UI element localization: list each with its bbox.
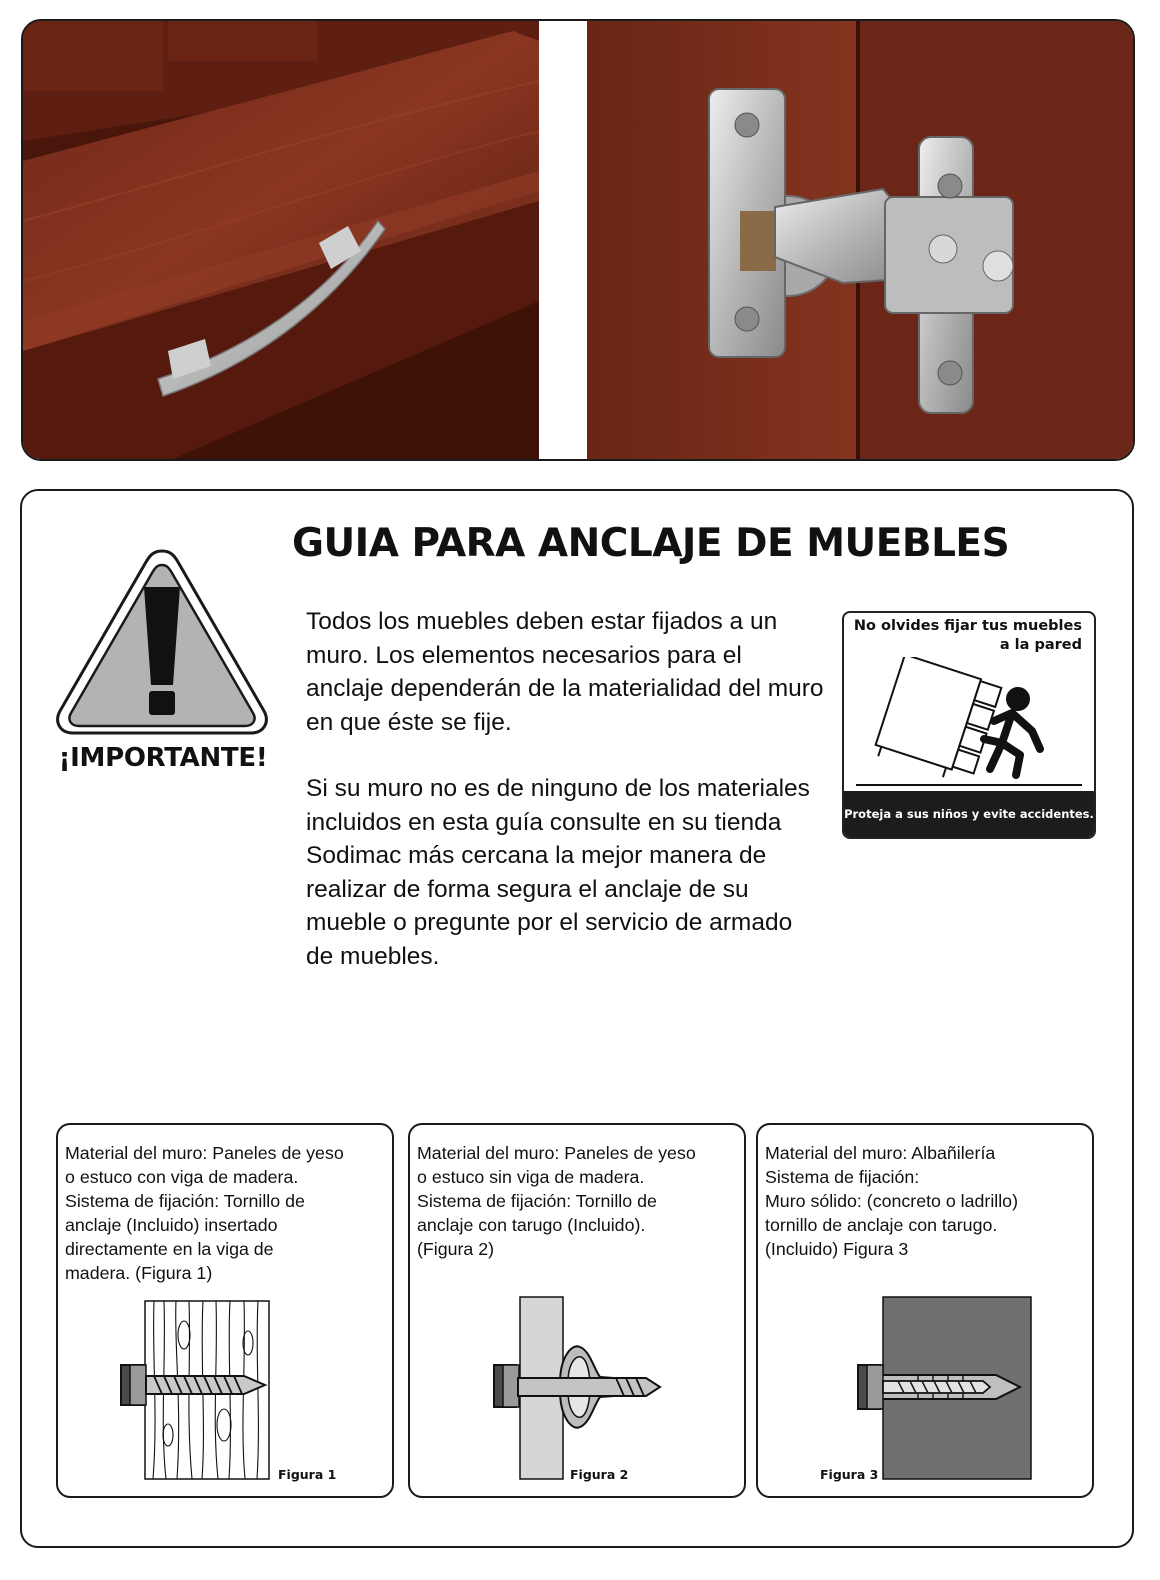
figure-2-box [408, 1123, 746, 1498]
drawer-handle-photo [23, 21, 539, 459]
safety-sign-footer: Proteja a sus niños y evite accidentes. [844, 791, 1094, 837]
guide-body [306, 605, 826, 973]
drywall-plug-screw-diagram [410, 1125, 744, 1496]
guide-title: GUIA PARA ANCLAJE DE MUEBLES [292, 521, 1010, 566]
figure-1-caption: Figura 1 [278, 1467, 337, 1482]
photo-panel [21, 19, 1135, 461]
figure-2-caption: Figura 2 [570, 1467, 629, 1482]
figure-3-text: Material del muro: Albañilería Sistema de fijación: Muro sólido: (concreto o ladrillo) tornillo de anclaje con tarugo. (Incluido) Figura 3 [765, 1143, 1018, 1259]
wood-beam-screw-diagram [58, 1125, 392, 1496]
guide-paragraph-2: Si su muro no es de ninguno de los materiales incluidos en esta guía consulte en su tienda Sodimac más cercana la mejor manera de realizar de forma segura el anclaje de su mueble o pregunte por el servicio de armado de muebles. [306, 775, 810, 970]
figure-2-text: Material del muro: Paneles de yeso o estuco sin viga de madera. Sistema de fijación: Tornillo de anclaje con tarugo (Incluido). (Figura 2) [417, 1143, 696, 1259]
important-label: ¡IMPORTANTE! [58, 743, 268, 773]
cabinet-hinge-photo [587, 21, 1133, 459]
tipping-furniture-illustration [844, 657, 1094, 791]
warning-triangle-icon [52, 545, 272, 737]
anchoring-guide-card [20, 489, 1134, 1548]
safety-sign-title: No olvides fijar tus muebles a la pared [853, 618, 1082, 653]
figure-3-box [756, 1123, 1094, 1498]
safety-sign [842, 611, 1096, 839]
photo-strip [23, 21, 1133, 459]
figure-1-box [56, 1123, 394, 1498]
figure-1-text: Material del muro: Paneles de yeso o estuco con viga de madera. Sistema de fijación: Tornillo de anclaje (Incluido) insertado directamente en la viga de madera. (Figura 1) [65, 1143, 344, 1283]
guide-paragraph-1: Todos los muebles deben estar fijados a un muro. Los elementos necesarios para el anclaje dependerán de la materialidad del muro en que éste se fije. [306, 608, 824, 736]
figure-3-caption: Figura 3 [820, 1467, 879, 1482]
masonry-plug-screw-diagram [758, 1125, 1092, 1496]
